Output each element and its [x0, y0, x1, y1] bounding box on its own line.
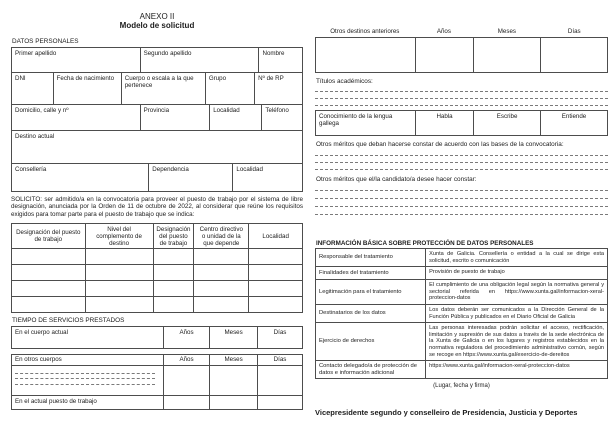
field-localidad: Localidad: [209, 105, 261, 130]
table-row: [316, 111, 607, 135]
col-header-centro-directivo: Centro directivo o unidad de la que depende: [193, 224, 248, 248]
col-header-meses: Meses: [497, 28, 516, 35]
blank-cell: [415, 38, 473, 72]
col-header-meses: Meses: [209, 355, 257, 365]
footer-office-title: Vicepresidente segundo y conselleiro de Presidencia, Justicia y Deportes: [315, 408, 578, 418]
col-header-dias: Días: [257, 327, 302, 348]
otros-meritos-candidato-label: Otros méritos que el/la candidato/a desee hacer constar:: [316, 176, 477, 183]
dotted-writing-line: [315, 183, 608, 191]
col-header-anos: Años: [163, 327, 209, 348]
field-segundo-apellido: Segundo apellido: [140, 48, 259, 72]
blank-cell: [248, 265, 302, 280]
signature-line-label: (Lugar, fecha y firma): [433, 383, 490, 390]
table-row: [12, 130, 302, 163]
blank-cell: [85, 281, 153, 296]
field-dependencia: Dependencia: [148, 164, 232, 191]
col-header-otros-destinos: Otros destinos anteriores: [330, 28, 400, 35]
table-row: [12, 395, 302, 409]
blank-cell: [85, 249, 153, 264]
table-row: [12, 163, 302, 191]
col-header-entiende: Entiende: [540, 111, 607, 135]
blank-cell: [248, 249, 302, 264]
field-telefono: Teléfono: [261, 105, 302, 130]
table-row: [12, 72, 302, 104]
form-subtitle: Modelo de solicitud: [119, 21, 195, 30]
col-header-nivel-complemento: Nivel del complemento de destino: [85, 224, 153, 248]
blank-cell: [153, 281, 194, 296]
field-lengua-gallega: Conocimiento de la lengua gallega: [319, 113, 393, 127]
right-column: [315, 28, 608, 417]
otros-destinos-table: [315, 37, 608, 73]
dotted-writing-line: [315, 207, 608, 215]
pd-row-label: Ejercicio de derechos: [319, 338, 375, 345]
table-row: [316, 38, 607, 72]
col-header-dias: Días: [257, 355, 302, 365]
otros-destinos-header-row: [315, 28, 608, 35]
dotted-writing-line: [315, 85, 608, 92]
puestos-table: [11, 223, 303, 313]
pd-row-value: Los datos deberán ser comunicados a la Dirección General de la Función Pública y publicados en el Diario Oficial de Galicia: [425, 305, 607, 322]
blank-cell: [193, 249, 248, 264]
field-num-rp: Nº de RP: [254, 73, 302, 104]
blank-cell: [209, 366, 257, 395]
field-nombre: Nombre: [258, 48, 302, 72]
field-cuerpo-actual: En el cuerpo actual: [15, 329, 68, 337]
pd-row-value: Provisión de puesto de trabajo: [425, 267, 607, 279]
blank-cell: [85, 297, 153, 312]
tiempo-servicios-label: TIEMPO DE SERVICIOS PRESTADOS: [12, 317, 125, 325]
blank-cell: [193, 281, 248, 296]
datos-personales-label: DATOS PERSONALES: [12, 38, 79, 45]
table-header-row: [12, 224, 302, 248]
col-header-dias: Días: [567, 28, 581, 35]
col-header-designacion-puesto: Designación del puesto de trabajo: [16, 229, 81, 244]
blank-cell: [248, 281, 302, 296]
table-row: [316, 360, 607, 378]
col-header-anos: Años: [163, 355, 209, 365]
table-row: [316, 304, 607, 322]
blank-cell: [193, 297, 248, 312]
table-row: [12, 327, 302, 348]
blank-cell: [12, 265, 85, 280]
cuerpo-actual-table: [11, 326, 303, 349]
blank-cell: [153, 265, 194, 280]
blank-cell: [12, 281, 85, 296]
pd-row-label: Destinatarios de los datos: [319, 310, 386, 317]
table-row: [316, 279, 607, 304]
blank-cell: [473, 38, 540, 72]
field-conselleria: Consellería: [15, 166, 47, 173]
table-header-row: [12, 355, 302, 365]
pd-row-label: Responsable del tratamiento: [319, 254, 393, 261]
table-row: [316, 249, 607, 266]
titulos-academicos-label: Títulos académicos:: [316, 78, 373, 85]
blank-cell: [12, 249, 85, 264]
blank-cell: [153, 297, 194, 312]
proteccion-datos-table: [315, 248, 608, 379]
col-header-escribe: Escribe: [473, 111, 540, 135]
blank-cell: [257, 366, 302, 395]
pd-row-value: https://www.xunta.gal/informacion-xeral-proteccion-datos: [425, 361, 607, 378]
blank-cell: [163, 396, 209, 409]
blank-cell: [12, 297, 85, 312]
table-row: [12, 248, 302, 264]
table-row: [316, 266, 607, 279]
field-primer-apellido: Primer apellido: [15, 50, 57, 57]
field-dni: DNI: [15, 75, 26, 82]
datos-personales-table: [11, 47, 303, 192]
field-cuerpo-escala: Cuerpo o escala a la que pertenece: [121, 73, 205, 104]
blank-cell: [248, 297, 302, 312]
blank-cell: [540, 38, 607, 72]
dotted-writing-line: [315, 92, 608, 99]
blank-cell: [163, 366, 209, 395]
table-row: [12, 264, 302, 280]
pd-row-label: Finalidades del tratamiento: [319, 269, 389, 276]
field-fecha-nacimiento: Fecha de nacimiento: [53, 73, 121, 104]
blank-cell: [85, 265, 153, 280]
field-domicilio: Domicilio, calle y nº: [15, 107, 69, 114]
dotted-writing-line: [315, 163, 608, 170]
otros-cuerpos-table: [11, 354, 303, 410]
pd-row-value: Xunta de Galicia. Consellería o entidad a la cual se dirige esta solicitud, escrito o comunicación: [425, 249, 607, 266]
table-row: [12, 280, 302, 296]
col-header-designacion-puesto-2: Designación del puesto de trabajo: [153, 224, 194, 248]
write-in-area: [12, 366, 163, 395]
field-provincia: Provincia: [140, 105, 210, 130]
table-row: [12, 296, 302, 312]
col-header-meses: Meses: [209, 327, 257, 348]
form-title: ANEXO II: [139, 12, 175, 21]
field-destino-actual: Destino actual: [15, 133, 55, 140]
table-row: [12, 48, 302, 72]
blank-cell: [257, 396, 302, 409]
field-localidad-2: Localidad: [232, 164, 302, 191]
field-actual-puesto: En el actual puesto de trabajo: [15, 398, 97, 406]
pd-row-label: Legitimación para el tratamiento: [319, 288, 402, 295]
blank-cell: [153, 249, 194, 264]
dotted-writing-line: [315, 149, 608, 156]
table-row: [316, 322, 607, 360]
dotted-writing-line: [15, 379, 155, 385]
lengua-gallega-table: [315, 110, 608, 136]
table-row: [12, 365, 302, 395]
dotted-writing-line: [315, 156, 608, 163]
proteccion-datos-title: INFORMACIÓN BÁSICA SOBRE PROTECCIÓN DE DATOS PERSONALES: [316, 240, 534, 247]
col-header-habla: Habla: [415, 111, 473, 135]
blank-cell: [193, 265, 248, 280]
left-column: [11, 12, 303, 410]
table-row: [12, 104, 302, 130]
pd-row-value: El cumplimiento de una obligación legal según la normativa general y sectorial referida en https://www.xunta.gal/informacion-xeral-proteccion-datos: [425, 280, 607, 304]
col-header-anos: Años: [436, 28, 451, 35]
field-grupo: Grupo: [205, 73, 254, 104]
blank-cell: [209, 396, 257, 409]
pd-row-label: Contacto delegado/a de protección de datos e información adicional: [319, 363, 417, 376]
field-otros-cuerpos: En otros cuerpos: [15, 356, 62, 364]
blank-cell: [316, 38, 415, 72]
dotted-writing-line: [315, 199, 608, 207]
otros-meritos-bases-label: Otros méritos que deban hacerse constar de acuerdo con las bases de la convocatoria:: [316, 141, 564, 148]
solicito-paragraph: SOLICITO: ser admitido/a en la convocatoria para proveer el puesto de trabajo por el sistema de libre designación, anunciada por la Orden de 11 de octubre de 2022, al considerar que reúne los requisitos exigidos para tomar parte para el puesto de trabajo que se indica:: [11, 196, 303, 218]
col-header-localidad: Localidad: [248, 224, 302, 248]
dotted-writing-line: [315, 191, 608, 199]
dotted-writing-line: [315, 99, 608, 106]
pd-row-value: Las personas interesadas podrán solicitar el acceso, rectificación, limitación y supresión de sus datos a través de la sede electrónica de la Xunta de Galicia o en los lugares y registros establecidos en la normativa reguladora del procedimiento administrativo común, según se recoge en https://www.xunta.gal/exercicio-de-dereitos: [425, 323, 607, 360]
